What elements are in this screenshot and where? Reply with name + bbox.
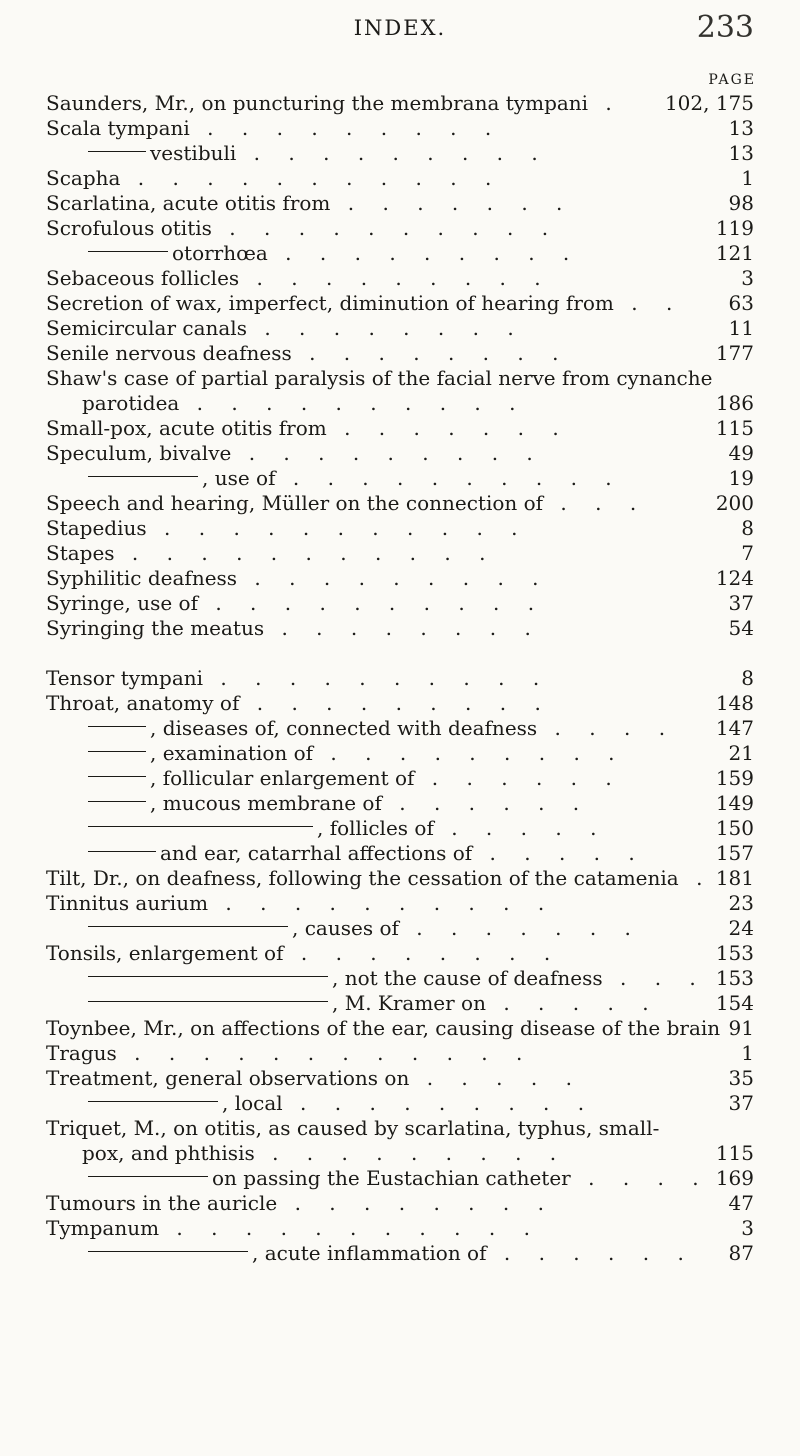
- entry-text: , M. Kramer on: [332, 991, 486, 1015]
- entry-page: 115: [715, 1141, 754, 1165]
- index-entry: [0, 740, 800, 766]
- index-entry: [0, 315, 800, 341]
- running-title: INDEX.: [353, 16, 447, 40]
- leader-dots: . . . . . . . . . . .: [114, 541, 497, 565]
- entry-text: Scapha: [46, 166, 121, 190]
- leader-dots: . . . . . . . . . . . .: [116, 1041, 534, 1065]
- entry-page: 13: [728, 141, 754, 165]
- leader-dots: . . . .: [570, 1166, 710, 1190]
- entry-page: 3: [741, 266, 754, 290]
- entry-text: , follicular enlargement of: [150, 766, 415, 790]
- ditto-dash: [88, 826, 313, 827]
- entry-text: Scrofulous otitis: [46, 216, 212, 240]
- entry-text: Treatment, general observations on: [46, 1066, 410, 1090]
- index-entry: [0, 590, 800, 616]
- index-entry: [0, 440, 800, 466]
- leader-dots: . . . . . . . . .: [239, 266, 552, 290]
- index-entry: [0, 215, 800, 241]
- entry-page: 149: [715, 791, 754, 815]
- ditto-dash: [88, 801, 146, 802]
- leader-dots: . . . . . . . .: [264, 616, 542, 640]
- entry-text: Stapedius: [46, 516, 147, 540]
- index-entry: [0, 1240, 800, 1266]
- entry-text: Syphilitic deafness: [46, 566, 238, 590]
- page-number: 233: [696, 10, 754, 45]
- page-column-label: PAGE: [708, 72, 756, 88]
- entry-text: Speculum, bivalve: [46, 441, 232, 465]
- index-entry: [0, 615, 800, 641]
- entry-page: 150: [715, 816, 754, 840]
- index-entry: [0, 565, 800, 591]
- entry-page: 157: [715, 841, 754, 865]
- entry-text: Throat, anatomy of: [46, 691, 240, 715]
- leader-dots: . . . . .: [472, 841, 646, 865]
- leader-dots: . . . . . . . . .: [231, 441, 544, 465]
- leader-dots: . . . . .: [485, 991, 660, 1015]
- leader-dots: . . . . . . . . .: [236, 141, 549, 165]
- index-entry: [0, 90, 800, 116]
- entry-text: Semicircular canals: [46, 316, 247, 340]
- index-entry: [0, 190, 800, 216]
- entry-page: 54: [728, 616, 754, 640]
- leader-dots: . . . . . . . .: [283, 941, 562, 965]
- leader-dots: . . . . . .: [486, 1241, 695, 1265]
- entry-text: Shaw's case of partial paralysis of the facial nerve from cynanche: [46, 366, 713, 390]
- leader-dots: . . . . . . . . . .: [179, 391, 527, 415]
- entry-text: Tympanum: [46, 1216, 160, 1240]
- entry-page: 119: [715, 216, 754, 240]
- leader-dots: . . . . . . . .: [277, 1191, 555, 1215]
- leader-dots: . . . . . . . . . .: [208, 891, 556, 915]
- entry-page: 115: [715, 416, 754, 440]
- leader-dots: . . . . .: [409, 1066, 583, 1090]
- index-entry: [0, 240, 800, 266]
- entry-text: Sebaceous follicles: [46, 266, 240, 290]
- leader-dots: . . . . . . . . . .: [197, 591, 546, 615]
- entry-text: Tilt, Dr., on deafness, following the cessation of the catamenia: [46, 866, 679, 890]
- entry-page: 37: [728, 591, 754, 615]
- entry-page: 7: [741, 541, 754, 565]
- leader-dots: . . . . . .: [381, 791, 591, 815]
- entry-text: Syringe, use of: [46, 591, 198, 615]
- entry-text: , causes of: [292, 916, 399, 940]
- leader-dots: . . . . . . . . .: [254, 1141, 568, 1165]
- ditto-dash: [88, 251, 168, 252]
- ditto-dash: [88, 1101, 218, 1102]
- entry-page: 35: [728, 1066, 754, 1090]
- index-entry: [0, 140, 800, 166]
- ditto-dash: [88, 776, 146, 777]
- entry-text: , acute inflammation of: [252, 1241, 487, 1265]
- index-entry: [0, 1040, 800, 1066]
- ditto-dash: [88, 151, 146, 152]
- index-entry: [0, 1215, 800, 1241]
- index-entry: [0, 865, 800, 891]
- entry-text: Speech and hearing, Müller on the connection of: [46, 491, 544, 515]
- leader-dots: . . . . . . . .: [246, 316, 525, 340]
- index-entry: [0, 490, 800, 516]
- ditto-dash: [88, 1176, 208, 1177]
- entry-page: 37: [728, 1091, 754, 1115]
- entry-text: and ear, catarrhal affections of: [160, 841, 473, 865]
- leader-dots: .: [678, 866, 714, 890]
- ditto-dash: [88, 1001, 328, 1002]
- index-entry: [0, 515, 800, 541]
- entry-text: Tumours in the auricle: [46, 1191, 278, 1215]
- leader-dots: . . . . . . . . .: [237, 566, 550, 590]
- index-entry: [0, 265, 800, 291]
- entry-text: Toynbee, Mr., on affections of the ear, causing disease of the brain: [46, 1016, 721, 1040]
- entry-text: , local: [222, 1091, 283, 1115]
- entry-page: 147: [715, 716, 754, 740]
- leader-dots: . . . . . . . . . . .: [159, 1216, 541, 1240]
- index-entry: [0, 965, 800, 991]
- index-entry: [0, 390, 800, 416]
- entry-text: Scarlatina, acute otitis from: [46, 191, 331, 215]
- entry-text: , examination of: [150, 741, 314, 765]
- entry-page: 181: [715, 866, 754, 890]
- entry-text: Small-pox, acute otitis from: [46, 416, 327, 440]
- entry-page: 1: [741, 166, 754, 190]
- entry-page: 159: [715, 766, 754, 790]
- entry-text: , diseases of, connected with deafness: [150, 716, 538, 740]
- entry-page: 102, 175: [664, 91, 754, 115]
- leader-dots: . . . . . . . . . . .: [146, 516, 529, 540]
- index-entry: [0, 540, 800, 566]
- page-header: [0, 10, 800, 50]
- entry-text: , use of: [202, 466, 276, 490]
- entry-text: pox, and phthisis: [82, 1141, 255, 1165]
- index-entry: [0, 1090, 800, 1116]
- leader-dots: . . . . . . . . . .: [275, 466, 623, 490]
- entry-text: , mucous membrane of: [150, 791, 382, 815]
- index-entry: [0, 1190, 800, 1216]
- entry-page: 24: [728, 916, 754, 940]
- entry-page: 49: [728, 441, 754, 465]
- entry-text: Secretion of wax, imperfect, diminution of hearing from: [46, 291, 614, 315]
- leader-dots: .: [588, 91, 623, 115]
- ditto-dash: [88, 851, 156, 852]
- ditto-dash: [88, 751, 146, 752]
- index-entry: [0, 1065, 800, 1091]
- entry-page: 177: [715, 341, 754, 365]
- leader-dots: . . . . . . . . .: [239, 691, 552, 715]
- entry-page: 47: [728, 1191, 754, 1215]
- leader-dots: . . . . . .: [414, 766, 623, 790]
- index-entry: [0, 790, 800, 816]
- entry-text: Senile nervous deafness: [46, 341, 292, 365]
- index-entry: [0, 1015, 800, 1041]
- entry-text: Saunders, Mr., on puncturing the membrana tympani: [46, 91, 589, 115]
- leader-dots: . . .: [543, 491, 648, 515]
- leader-dots: . . . . . . . . .: [313, 741, 626, 765]
- entry-page: 21: [728, 741, 754, 765]
- index-entry: [0, 165, 800, 191]
- ditto-dash: [88, 976, 328, 977]
- leader-dots: . . . . .: [433, 816, 608, 840]
- entry-page: 23: [728, 891, 754, 915]
- entry-page: 1: [741, 1041, 754, 1065]
- leader-dots: . . . . . . . . . .: [211, 216, 560, 240]
- index-entry: [0, 465, 800, 491]
- entry-text: Tinnitus aurium: [46, 891, 209, 915]
- entry-text: , not the cause of deafness: [332, 966, 603, 990]
- entry-text: Stapes: [46, 541, 115, 565]
- entry-page: 200: [715, 491, 754, 515]
- index-entry: [0, 290, 800, 316]
- entry-text: Scala tympani: [46, 116, 190, 140]
- entry-page: 98: [728, 191, 754, 215]
- leader-dots: . . . . . . .: [330, 191, 574, 215]
- entry-text: vestibuli: [150, 141, 237, 165]
- index-entry: [0, 890, 800, 916]
- index-entry: [0, 115, 800, 141]
- entry-page: 121: [715, 241, 754, 265]
- entry-text: Tensor tympani: [46, 666, 204, 690]
- entry-page: 8: [741, 516, 754, 540]
- entry-text: Tonsils, enlargement of: [46, 941, 284, 965]
- ditto-dash: [88, 476, 198, 477]
- entry-page: 153: [715, 966, 754, 990]
- index-entry: [0, 1165, 800, 1191]
- entry-page: 3: [741, 1216, 754, 1240]
- leader-dots: . . . . . . . . .: [189, 116, 503, 140]
- index-entry: [0, 1140, 800, 1166]
- leader-dots: . .: [613, 291, 684, 315]
- entry-text: Syringing the meatus: [46, 616, 265, 640]
- entry-text: otorrhœa: [172, 241, 268, 265]
- leader-dots: . . . . . . .: [326, 416, 570, 440]
- entry-text: , follicles of: [317, 816, 434, 840]
- index-entry: [0, 690, 800, 716]
- entry-text: Triquet, M., on otitis, as caused by scarlatina, typhus, small-: [46, 1116, 660, 1140]
- index-entry: [0, 815, 800, 841]
- entry-page: 87: [728, 1241, 754, 1265]
- index-entry: [0, 665, 800, 691]
- index-entry: [0, 990, 800, 1016]
- ditto-dash: [88, 726, 146, 727]
- leader-dots: . . . .: [537, 716, 677, 740]
- entry-page: 11: [728, 316, 754, 340]
- ditto-dash: [88, 1251, 248, 1252]
- index-entry: [0, 840, 800, 866]
- index-entry: [0, 1115, 800, 1141]
- entry-page: 124: [715, 566, 754, 590]
- entry-page: 13: [728, 116, 754, 140]
- leader-dots: . . . . . . .: [398, 916, 642, 940]
- entry-page: 153: [715, 941, 754, 965]
- leader-dots: . . .: [602, 966, 707, 990]
- entry-text: parotidea: [82, 391, 180, 415]
- index-entry: [0, 940, 800, 966]
- index-entry: [0, 415, 800, 441]
- entry-page: 91: [728, 1016, 754, 1040]
- entry-page: 186: [715, 391, 754, 415]
- leader-dots: . . . . . . . .: [291, 341, 570, 365]
- entry-page: 63: [728, 291, 754, 315]
- entry-page: 169: [715, 1166, 754, 1190]
- index-entry: [0, 340, 800, 366]
- entry-text: Tragus: [46, 1041, 117, 1065]
- entry-page: 148: [715, 691, 754, 715]
- leader-dots: . . . . . . . . . .: [203, 666, 551, 690]
- leader-dots: . . . . . . . . .: [267, 241, 581, 265]
- ditto-dash: [88, 926, 288, 927]
- leader-dots: . . . . . . . . .: [282, 1091, 596, 1115]
- entry-text: on passing the Eustachian catheter: [212, 1166, 571, 1190]
- index-entry: [0, 765, 800, 791]
- leader-dots: . . . . . . . . . . .: [120, 166, 503, 190]
- index-entry: [0, 365, 800, 391]
- entry-page: 8: [741, 666, 754, 690]
- entry-page: 19: [728, 466, 754, 490]
- entry-page: 154: [715, 991, 754, 1015]
- index-entry: [0, 715, 800, 741]
- index-entry: [0, 915, 800, 941]
